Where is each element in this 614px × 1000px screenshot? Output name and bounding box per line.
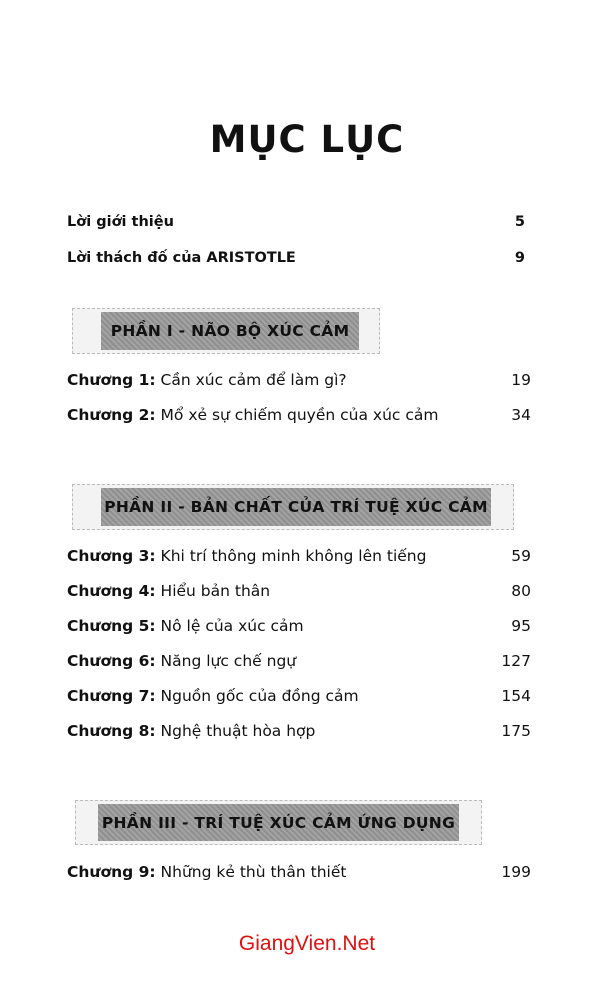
toc-entry[interactable] [67, 863, 531, 881]
toc-entry[interactable] [67, 722, 531, 740]
toc-entry[interactable] [67, 687, 531, 705]
chapter-title: Những kẻ thù thân thiết [160, 863, 347, 881]
toc-entry[interactable] [67, 406, 531, 424]
chapter-title: Nguồn gốc của đồng cảm [160, 687, 359, 705]
chapter-label: Chương 9: [67, 863, 156, 881]
chapter-title: Nghệ thuật hòa hợp [160, 722, 316, 740]
page-number: 80 [511, 582, 531, 600]
chapter-label: Chương 7: [67, 687, 156, 705]
part-heading: PHẦN III - TRÍ TUỆ XÚC CẢM ỨNG DỤNG [101, 813, 456, 832]
page-title: MỤC LỤC [209, 118, 405, 161]
toc-entry-aristotle[interactable] [67, 250, 525, 266]
page-number: 175 [501, 722, 531, 740]
page-number: 34 [511, 406, 531, 424]
toc-entry-intro[interactable] [67, 214, 525, 230]
part-3-banner [75, 800, 482, 845]
part-heading: PHẦN II - BẢN CHẤT CỦA TRÍ TUỆ XÚC CẢM [104, 498, 488, 516]
entry-title: Lời thách đố của ARISTOTLE [67, 250, 296, 266]
chapter-label: Chương 5: [67, 617, 156, 635]
page-number: 127 [501, 652, 531, 670]
toc-entry[interactable] [67, 652, 531, 670]
chapter-title: Mổ xẻ sự chiếm quyền của xúc cảm [160, 406, 439, 424]
page-number: 199 [501, 863, 531, 881]
chapter-title: Nô lệ của xúc cảm [160, 617, 304, 635]
part-heading: PHẦN I - NÃO BỘ XÚC CẢM [110, 322, 350, 340]
chapter-title: Năng lực chế ngự [160, 652, 297, 670]
page-number: 19 [511, 371, 531, 389]
toc-entry[interactable] [67, 617, 531, 635]
chapter-label: Chương 3: [67, 547, 156, 565]
chapter-label: Chương 8: [67, 722, 156, 740]
page-number: 9 [514, 250, 525, 266]
chapter-label: Chương 2: [67, 406, 156, 424]
chapter-title: Cần xúc cảm để làm gì? [160, 371, 347, 389]
page-number: 154 [501, 687, 531, 705]
part-1-banner [72, 308, 380, 354]
toc-entry[interactable] [67, 547, 531, 565]
part-2-banner [72, 484, 514, 530]
chapter-label: Chương 4: [67, 582, 156, 600]
chapter-title: Hiểu bản thân [160, 582, 271, 600]
watermark-text: GiangVien.Net [238, 932, 376, 955]
page-number: 59 [511, 547, 531, 565]
toc-entry[interactable] [67, 582, 531, 600]
entry-title: Lời giới thiệu [67, 214, 174, 230]
toc-entry[interactable] [67, 371, 531, 389]
page-number: 95 [511, 617, 531, 635]
page-number: 5 [514, 214, 525, 230]
chapter-label: Chương 1: [67, 371, 156, 389]
chapter-label: Chương 6: [67, 652, 156, 670]
chapter-title: Khi trí thông minh không lên tiếng [160, 547, 427, 565]
